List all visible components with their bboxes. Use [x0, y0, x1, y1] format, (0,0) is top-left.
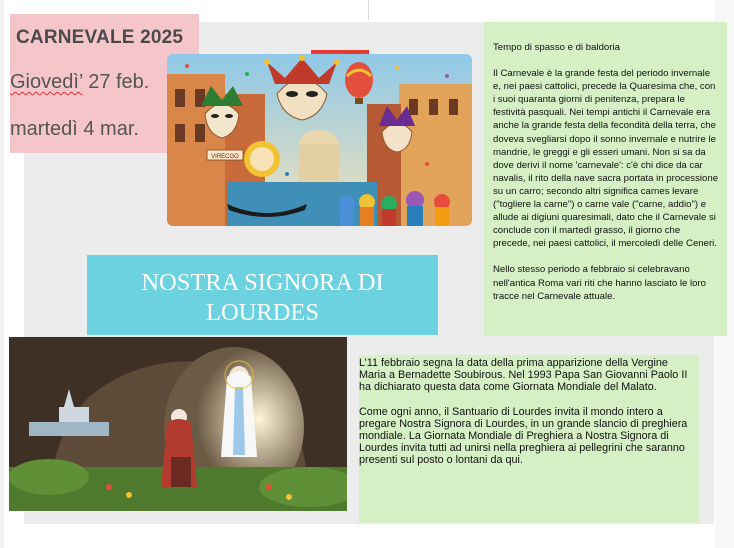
carnevale-date-1: [10, 71, 149, 94]
lourdes-title: NOSTRA SIGNORA DI LOURDES: [141, 269, 384, 326]
carnevale-info-paragraph-1: Il Carnevale è la grande festa del periodo invernale e, nei paesi cattolici, precede la Quaresima che, con i suoi quaranta giorni di penitenza, prepara le festività pasquali. Nei tempi antichi il Carnevale era anche la grande festa della fecondità della terra, che doveva svegliarsi dopo il sonno invernale e nutrire le mandrie, le greggi e gli esseri umani. Non si sa da dove derivi il nome 'carnevale': c'è chi dice da car navalis, il rito della nave sacra portata in processione su un carro; secondo altri significa carnes levare ("togliere la carne") o carne vale ("carne, addio") e allude ai digiuni quaresimali, dato che il Carnevale si conclude con il martedì grasso, il giorno che precede, nei paesi cattolici, il mercoledì delle Ceneri.: [493, 68, 719, 250]
carnevale-date-1-rest: 27 feb.: [82, 71, 150, 93]
carnevale-info-text: [493, 41, 719, 316]
carnevale-date-2: martedì 4 mar.: [10, 118, 139, 140]
lourdes-grotto-illustration: [9, 337, 347, 511]
lourdes-title-box: [87, 255, 438, 335]
carnevale-title: CARNEVALE 2025: [16, 27, 184, 48]
carnevale-date-1-day: Giovedì’: [10, 71, 83, 93]
page-divider: [368, 0, 369, 20]
carnevale-info-heading: Tempo di spasso e di baldoria: [493, 42, 620, 53]
page-edge: [0, 0, 4, 548]
lourdes-paragraph-2: Come ogni anno, il Santuario di Lourdes invita il mondo intero a pregare Nostra Signora di Lourdes, in un grande slancio di preghiera mondiale. La Giornata Mondiale di Preghiera a Nostra Signora di Lourdes invita tutti ad unirsi nella preghiera ai pellegrini che saranno presenti sul posto o lontani da qui.: [359, 405, 688, 467]
lourdes-info-box: [359, 355, 699, 523]
carnevale-info-box: [484, 22, 727, 336]
carnevale-info-paragraph-2: Nello stesso periodo a febbraio si celebravano nell'antica Roma vari riti che hanno lasciato le loro tracce nel Carnevale attuale.: [493, 264, 707, 302]
lourdes-paragraph-1: L’11 febbraio segna la data della prima apparizione della Vergine Maria a Bernadette Soubirous. Nel 1993 Papa San Giovanni Paolo II ha dichiarato questa data come Giornata Mondiale del Malato.: [359, 357, 688, 394]
carnival-illustration: [167, 54, 472, 226]
lourdes-info-text: [359, 357, 697, 479]
carnival-sign-text: VIRECGO: [211, 154, 239, 160]
